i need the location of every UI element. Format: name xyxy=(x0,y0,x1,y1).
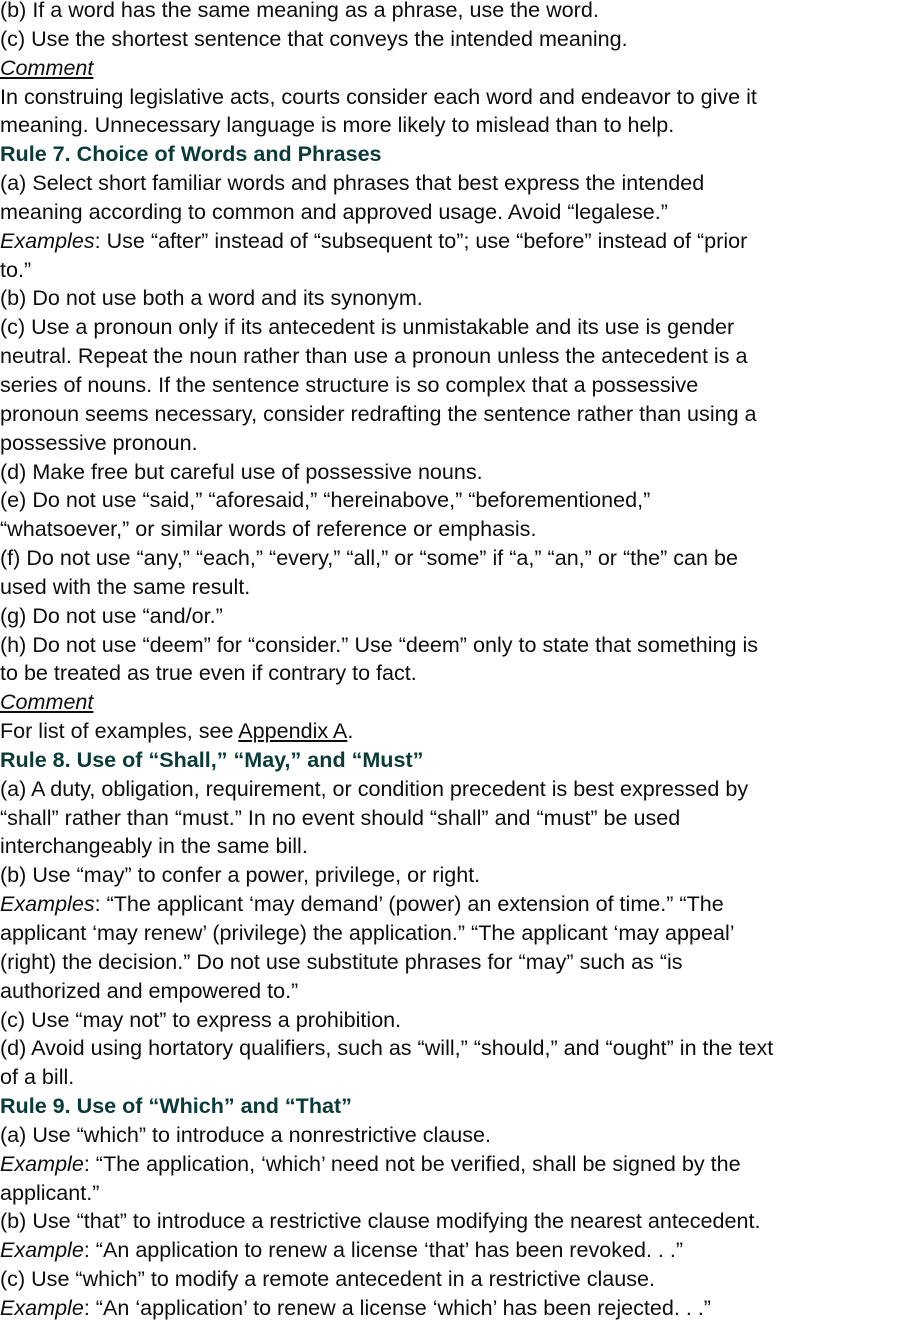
rule-7-item-c-cont: neutral. Repeat the noun rather than use a pronoun unless the antecedent is a xyxy=(0,343,748,369)
comment-text-prefix: For list of examples, see xyxy=(0,718,239,744)
comment-label xyxy=(0,688,896,717)
rule-8-item-d-cont: of a bill. xyxy=(0,1064,75,1090)
example-label: Example xyxy=(0,1237,84,1263)
comment-text-suffix: . xyxy=(347,718,354,744)
example-line-cont: applicant.” xyxy=(0,1179,100,1205)
rule-7-item-c-cont: possessive pronoun. xyxy=(0,429,198,455)
examples-text: : “The applicant ‘may demand’ (power) an extension of time.” “The xyxy=(94,891,724,917)
example-text: : “The application, ‘which’ need not be verified, shall be signed by the xyxy=(83,1150,741,1176)
rule-8-item-a: (a) A duty, obligation, requirement, or condition precedent is best expressed by xyxy=(0,775,749,801)
rule-7-item-g: (g) Do not use “and/or.” xyxy=(0,602,223,628)
examples-line-cont: authorized and empowered to.” xyxy=(0,977,299,1003)
appendix-a-link[interactable]: Appendix A xyxy=(238,718,348,744)
rule-7-item-a-cont: meaning according to common and approved usage. Avoid “legalese.” xyxy=(0,198,668,224)
comment-label-text: Comment xyxy=(0,689,94,715)
example-text: : “An ‘application’ to renew a license ‘which’ has been rejected. . .” xyxy=(83,1294,711,1320)
rule-7-item-f-cont: used with the same result. xyxy=(0,573,251,599)
examples-label: Examples xyxy=(0,891,95,917)
rule-7-heading: Rule 7. Choice of Words and Phrases xyxy=(0,141,382,167)
rule-8-item-b: (b) Use “may” to confer a power, privilege, or right. xyxy=(0,862,481,888)
comment-text-line xyxy=(0,717,896,746)
examples-text: : Use “after” instead of “subsequent to”; use “before” instead of “prior xyxy=(94,227,748,253)
rule-9-item-c: (c) Use “which” to modify a remote antecedent in a restrictive clause. xyxy=(0,1266,656,1292)
rule-7-item-a: (a) Select short familiar words and phrases that best express the intended xyxy=(0,170,705,196)
rule-7-item-b: (b) Do not use both a word and its synonym. xyxy=(0,285,423,311)
rule-9-item-b: (b) Use “that” to introduce a restrictive clause modifying the nearest antecedent. xyxy=(0,1208,761,1234)
examples-line-cont: (right) the decision.” Do not use substitute phrases for “may” such as “is xyxy=(0,948,683,974)
example-label: Example xyxy=(0,1150,84,1176)
rule-8-heading: Rule 8. Use of “Shall,” “May,” and “Must” xyxy=(0,746,424,772)
rule-7-item-h-cont: to be treated as true even if contrary to fact. xyxy=(0,660,417,686)
example-line xyxy=(0,1150,896,1179)
example-text: : “An application to renew a license ‘that’ has been revoked. . .” xyxy=(83,1237,684,1263)
example-label: Example xyxy=(0,1294,84,1320)
rule-6-item-c: (c) Use the shortest sentence that conveys the intended meaning. xyxy=(0,25,628,51)
examples-line xyxy=(0,227,896,256)
rule-7-item-h: (h) Do not use “deem” for “consider.” Use “deem” only to state that something is xyxy=(0,631,759,657)
rule-7-item-c-cont: pronoun seems necessary, consider redrafting the sentence rather than using a xyxy=(0,400,757,426)
rule-7-item-c-cont: series of nouns. If the sentence structure is so complex that a possessive xyxy=(0,371,699,397)
examples-label: Examples xyxy=(0,227,95,253)
rule-6-item-b: (b) If a word has the same meaning as a phrase, use the word. xyxy=(0,0,599,22)
rule-8-item-a-cont: “shall” rather than “must.” In no event should “shall” and “must” be used xyxy=(0,804,681,830)
comment-label-text: Comment xyxy=(0,54,94,80)
comment-text-line: meaning. Unnecessary language is more likely to mislead than to help. xyxy=(0,112,675,138)
rule-9-heading: Rule 9. Use of “Which” and “That” xyxy=(0,1093,352,1119)
example-line xyxy=(0,1294,896,1323)
comment-text-line: In construing legislative acts, courts consider each word and endeavor to give it xyxy=(0,83,757,109)
rule-7-item-e-cont: “whatsoever,” or similar words of reference or emphasis. xyxy=(0,516,537,542)
comment-label xyxy=(0,54,896,83)
examples-line xyxy=(0,890,896,919)
rule-8-item-c: (c) Use “may not” to express a prohibition. xyxy=(0,1006,402,1032)
rule-7-item-e: (e) Do not use “said,” “aforesaid,” “hereinabove,” “beforementioned,” xyxy=(0,487,651,513)
example-line xyxy=(0,1236,896,1265)
examples-line-cont: applicant ‘may renew’ (privilege) the application.” “The applicant ‘may appeal’ xyxy=(0,920,735,945)
rule-9-item-a: (a) Use “which” to introduce a nonrestrictive clause. xyxy=(0,1121,491,1147)
rule-7-item-f: (f) Do not use “any,” “each,” “every,” “all,” or “some” if “a,” “an,” or “the” can be xyxy=(0,545,738,571)
rule-8-item-d: (d) Avoid using hortatory qualifiers, such as “will,” “should,” and “ought” in the text xyxy=(0,1035,774,1061)
rule-8-item-a-cont: interchangeably in the same bill. xyxy=(0,833,308,859)
examples-line-cont: to.” xyxy=(0,256,32,282)
rule-7-item-c: (c) Use a pronoun only if its antecedent is unmistakable and its use is gender xyxy=(0,314,735,340)
rule-7-item-d: (d) Make free but careful use of possessive nouns. xyxy=(0,458,483,484)
